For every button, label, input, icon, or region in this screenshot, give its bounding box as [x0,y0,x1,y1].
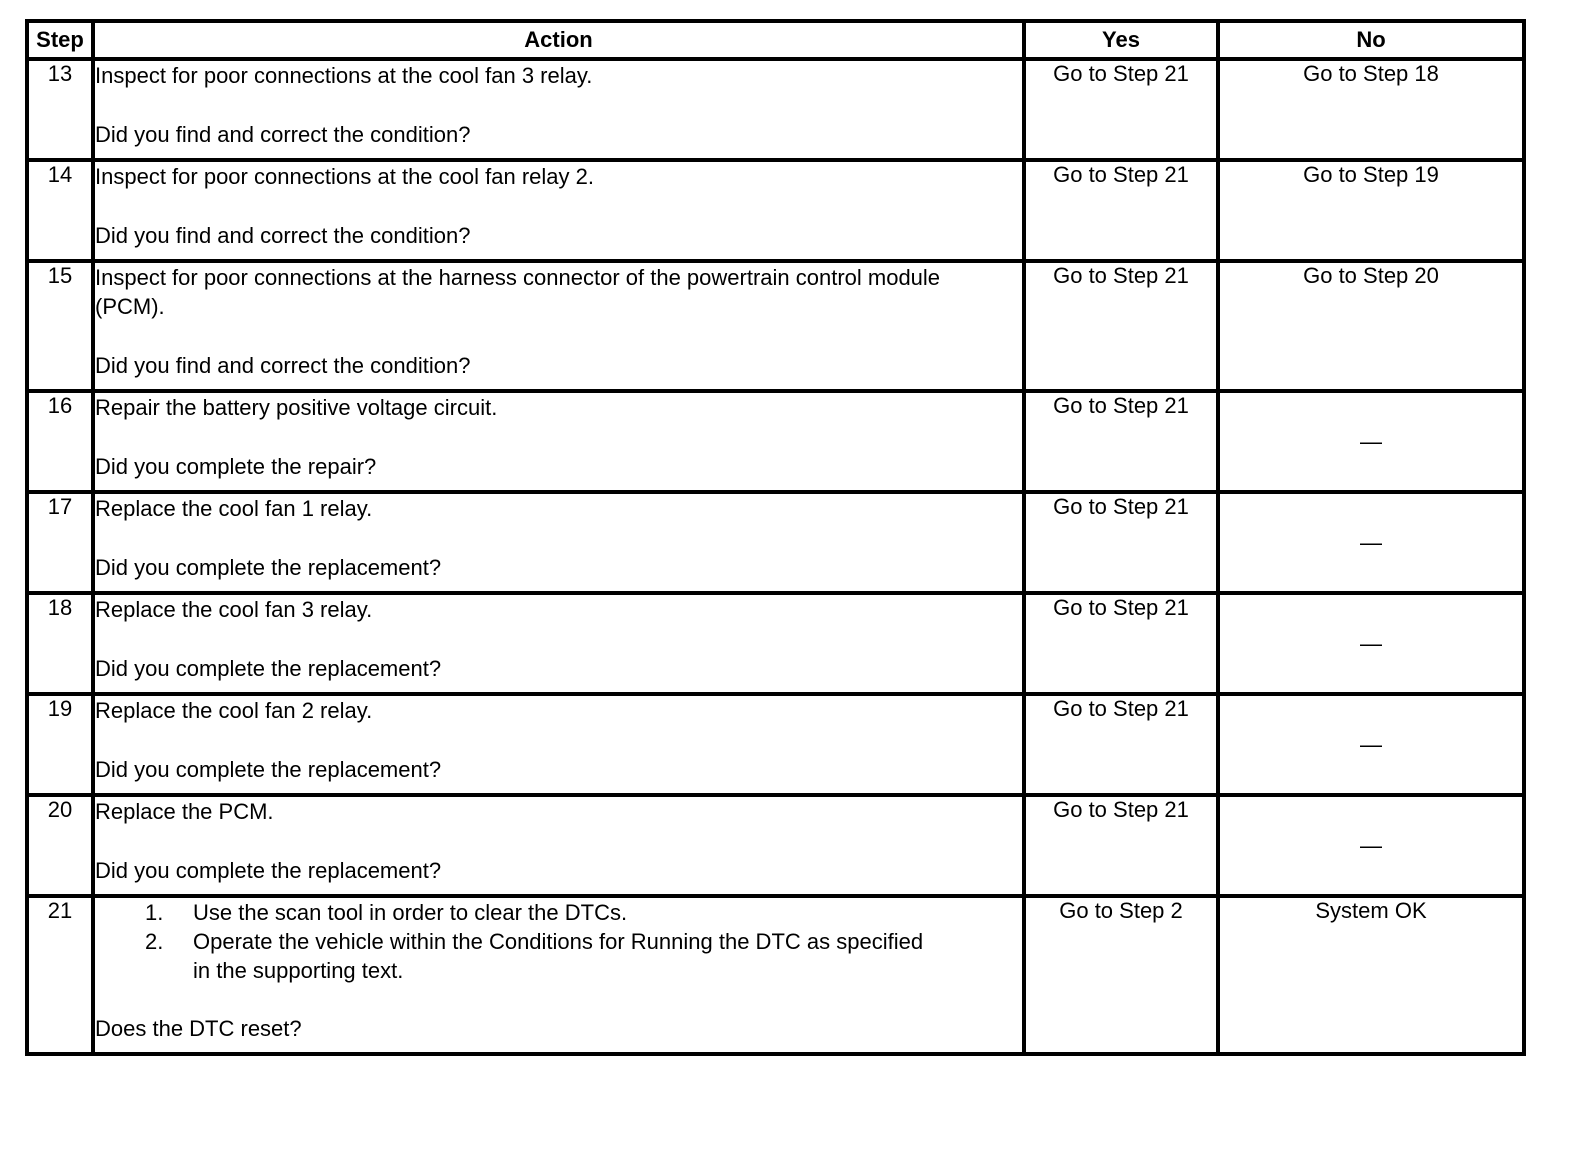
action-cell [93,593,1024,694]
step-number: 19 [27,694,93,795]
diagnostic-table [25,19,1526,1056]
list-item [145,927,1022,985]
table-row [27,160,1524,261]
step-number: 21 [27,896,93,1054]
question-text: Does the DTC reset? [95,1016,302,1041]
action-cell [93,261,1024,391]
yes-result: Go to Step 21 [1024,795,1218,896]
list-number: 2. [145,929,164,954]
no-result: System OK [1218,896,1524,1054]
instruction-text: Replace the cool fan 1 relay. [95,496,373,521]
step-number: 13 [27,59,93,160]
question-text: Did you complete the replacement? [95,757,442,782]
instruction-text: Inspect for poor connections at the cool fan 3 relay. [95,63,593,88]
numbered-list [95,898,1022,985]
yes-result: Go to Step 21 [1024,492,1218,593]
header-action: Action [93,21,1024,59]
question-text: Did you complete the replacement? [95,656,442,681]
yes-result: Go to Step 21 [1024,160,1218,261]
table-row [27,59,1524,160]
table-row [27,261,1524,391]
step-number: 20 [27,795,93,896]
yes-result: Go to Step 21 [1024,593,1218,694]
table-row [27,391,1524,492]
list-item [145,898,1022,927]
step-number: 16 [27,391,93,492]
yes-result: Go to Step 21 [1024,694,1218,795]
table-row [27,795,1524,896]
yes-result: Go to Step 21 [1024,59,1218,160]
question-text: Did you find and correct the condition? [95,122,471,147]
list-number: 1. [145,900,164,925]
action-cell [93,391,1024,492]
question-text: Did you find and correct the condition? [95,353,471,378]
no-result: Go to Step 19 [1218,160,1524,261]
yes-result: Go to Step 2 [1024,896,1218,1054]
no-result: Go to Step 18 [1218,59,1524,160]
list-text: Operate the vehicle within the Conditions for Running the DTC as specified in the supporting text. [193,929,924,983]
instruction-text: Replace the PCM. [95,799,274,824]
no-result: — [1218,795,1524,896]
table-row [27,593,1524,694]
step-number: 14 [27,160,93,261]
header-step: Step [27,21,93,59]
yes-result: Go to Step 21 [1024,261,1218,391]
instruction-text: Repair the battery positive voltage circuit. [95,395,498,420]
no-result: Go to Step 20 [1218,261,1524,391]
instruction-text: Replace the cool fan 2 relay. [95,698,373,723]
action-cell [93,492,1024,593]
header-row [27,21,1524,59]
question-text: Did you complete the replacement? [95,858,442,883]
header-no: No [1218,21,1524,59]
no-result: — [1218,492,1524,593]
question-text: Did you complete the replacement? [95,555,442,580]
action-cell [93,795,1024,896]
step-number: 15 [27,261,93,391]
action-cell [93,896,1024,1054]
step-number: 17 [27,492,93,593]
no-result: — [1218,391,1524,492]
instruction-text: Inspect for poor connections at the cool fan relay 2. [95,164,594,189]
instruction-text: Inspect for poor connections at the harness connector of the powertrain control module (PCM). [95,265,941,319]
action-cell [93,694,1024,795]
table-row [27,896,1524,1054]
question-text: Did you find and correct the condition? [95,223,471,248]
action-cell [93,160,1024,261]
yes-result: Go to Step 21 [1024,391,1218,492]
question-text: Did you complete the repair? [95,454,377,479]
table-row [27,492,1524,593]
no-result: — [1218,694,1524,795]
table-row [27,694,1524,795]
action-cell [93,59,1024,160]
step-number: 18 [27,593,93,694]
list-text: Use the scan tool in order to clear the DTCs. [193,900,628,925]
header-yes: Yes [1024,21,1218,59]
instruction-text: Replace the cool fan 3 relay. [95,597,373,622]
no-result: — [1218,593,1524,694]
